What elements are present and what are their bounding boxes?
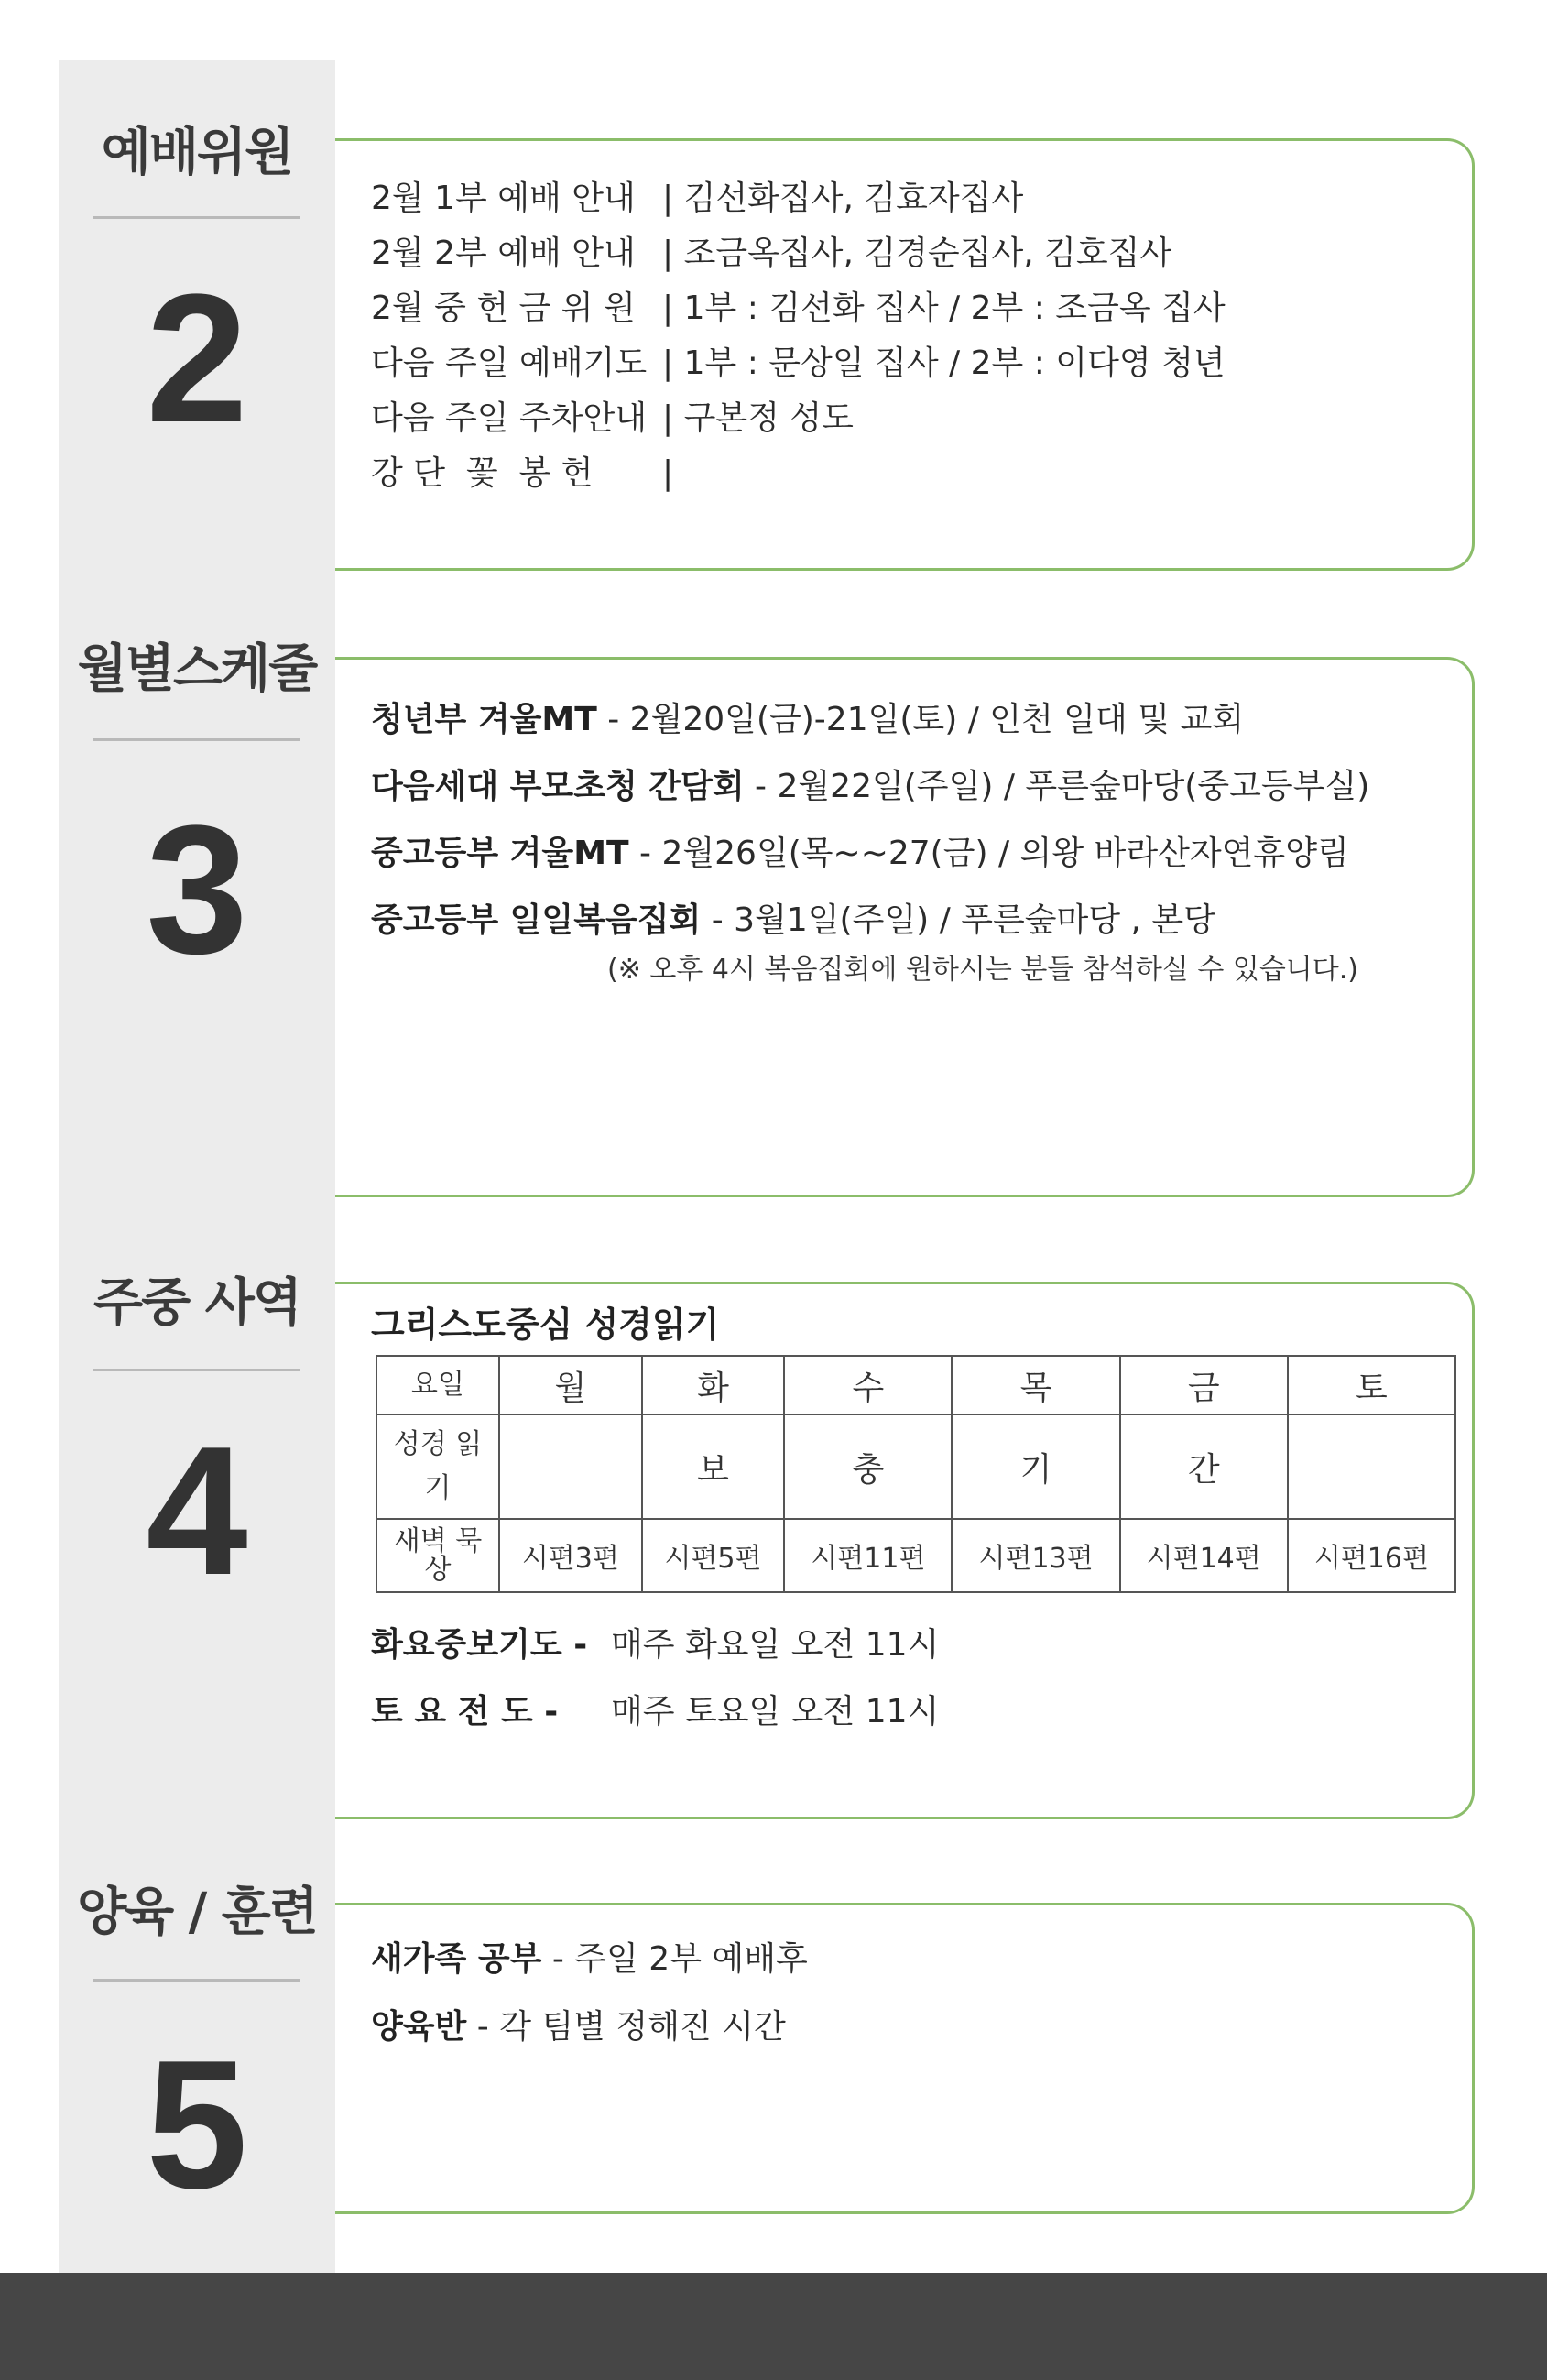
training-detail: - 주일 2부 예배후 xyxy=(541,1940,808,1978)
day-cell: 목 xyxy=(952,1356,1119,1414)
day-cell: 화 xyxy=(642,1356,785,1414)
meditation-cell: 시편11편 xyxy=(784,1519,952,1592)
reading-label: 성경 읽기 xyxy=(376,1414,499,1519)
schedule-detail: - 3월1일(주일) / 푸른숲마당 , 본당 xyxy=(701,901,1215,939)
section4-title: 양육 / 훈련 xyxy=(77,1883,317,1942)
row-sep: | xyxy=(662,235,684,272)
row-key: 2월 중 헌 금 위 원 xyxy=(371,289,636,327)
section1-row xyxy=(371,282,1226,329)
row-key: 2월 1부 예배 안내 xyxy=(371,180,636,217)
row-key: 다음 주일 예배기도 xyxy=(371,344,648,382)
reading-table xyxy=(376,1355,1456,1593)
row-key: 강 단 꽃 봉 헌 xyxy=(371,454,594,492)
schedule-note: (※ 오후 4시 복음집회에 원하시는 분들 참석하실 수 있습니다.) xyxy=(607,954,1358,986)
day-cell: 토 xyxy=(1288,1356,1455,1414)
meditation-cell: 시편3편 xyxy=(499,1519,642,1592)
meditation-label: 새벽 묵상 xyxy=(376,1519,499,1592)
section1-row xyxy=(371,447,673,494)
weekly-detail: 매주 화요일 오전 11시 xyxy=(611,1626,940,1664)
section4-divider xyxy=(93,1979,300,1982)
section1-number: 2 xyxy=(146,257,248,461)
row-sep: | xyxy=(662,399,684,437)
training-name: 양육반 xyxy=(371,2008,467,2046)
row-key: 2월 2부 예배 안내 xyxy=(371,235,636,272)
schedule-item xyxy=(371,693,1244,740)
schedule-name: 다음세대 부모초청 간담회 xyxy=(371,768,745,805)
weekly-name: 토 요 전 도 - xyxy=(371,1693,570,1730)
section1-row xyxy=(371,172,1023,219)
meditation-cell: 시편5편 xyxy=(642,1519,785,1592)
row-value: 1부 : 김선화 집사 / 2부 : 조금옥 집사 xyxy=(683,289,1226,327)
schedule-detail: - 2월20일(금)-21일(토) / 인천 일대 및 교회 xyxy=(596,701,1245,738)
row-value: 구본정 성도 xyxy=(683,399,854,437)
table-header-label: 요일 xyxy=(376,1356,499,1414)
schedule-item xyxy=(371,827,1349,874)
section1-row xyxy=(371,337,1226,384)
reading-cell xyxy=(499,1414,642,1519)
meditation-cell: 시편14편 xyxy=(1120,1519,1288,1592)
table-row xyxy=(376,1519,1455,1592)
reading-title: 그리스도중심 성경읽기 xyxy=(371,1305,720,1345)
schedule-item xyxy=(371,760,1369,807)
section2-title: 월별스케줄 xyxy=(77,639,317,699)
section2-number: 3 xyxy=(146,788,248,992)
section1-row xyxy=(371,392,854,439)
day-cell: 수 xyxy=(784,1356,952,1414)
day-cell: 월 xyxy=(499,1356,642,1414)
training-item xyxy=(371,1933,808,1980)
row-sep: | xyxy=(662,180,684,217)
training-name: 새가족 공부 xyxy=(371,1940,542,1978)
section3-number: 4 xyxy=(146,1409,248,1613)
training-detail: - 각 팀별 정해진 시간 xyxy=(466,2008,786,2046)
schedule-name: 중고등부 겨울MT xyxy=(371,835,629,872)
row-sep: | xyxy=(662,344,684,382)
reading-cell: 보 xyxy=(642,1414,785,1519)
section4-number: 5 xyxy=(146,2023,248,2227)
reading-cell: 기 xyxy=(952,1414,1119,1519)
section3-divider xyxy=(93,1369,300,1371)
section1-row xyxy=(371,227,1171,274)
training-item xyxy=(371,2001,786,2047)
reading-cell: 충 xyxy=(784,1414,952,1519)
schedule-detail: - 2월22일(주일) / 푸른숲마당(중고등부실) xyxy=(744,768,1370,805)
reading-cell xyxy=(1288,1414,1455,1519)
schedule-name: 중고등부 일일복음집회 xyxy=(371,901,702,939)
weekly-name: 화요중보기도 - xyxy=(371,1626,588,1664)
day-cell: 금 xyxy=(1120,1356,1288,1414)
schedule-item xyxy=(371,894,1215,941)
section1-title: 예배위원 xyxy=(101,123,293,182)
section2-divider xyxy=(93,738,300,741)
weekly-item xyxy=(371,1686,939,1732)
row-sep: | xyxy=(662,454,674,492)
schedule-detail: - 2월26일(목~~27(금) / 의왕 바라산자연휴양림 xyxy=(628,835,1349,872)
meditation-cell: 시편13편 xyxy=(952,1519,1119,1592)
section1-divider xyxy=(93,216,300,219)
reading-cell: 간 xyxy=(1120,1414,1288,1519)
row-value: 김선화집사, 김효자집사 xyxy=(683,180,1024,217)
row-sep: | xyxy=(662,289,684,327)
table-row xyxy=(376,1414,1455,1519)
section3-title: 주중 사역 xyxy=(93,1273,300,1333)
footer-bar xyxy=(0,2273,1547,2380)
table-row xyxy=(376,1356,1455,1414)
meditation-cell: 시편16편 xyxy=(1288,1519,1455,1592)
row-key: 다음 주일 주차안내 xyxy=(371,399,648,437)
schedule-name: 청년부 겨울MT xyxy=(371,701,597,738)
row-value: 조금옥집사, 김경순집사, 김호집사 xyxy=(683,235,1172,272)
row-value: 1부 : 문상일 집사 / 2부 : 이다영 청년 xyxy=(683,344,1226,382)
weekly-item xyxy=(371,1619,939,1665)
weekly-detail: 매주 토요일 오전 11시 xyxy=(611,1693,940,1730)
